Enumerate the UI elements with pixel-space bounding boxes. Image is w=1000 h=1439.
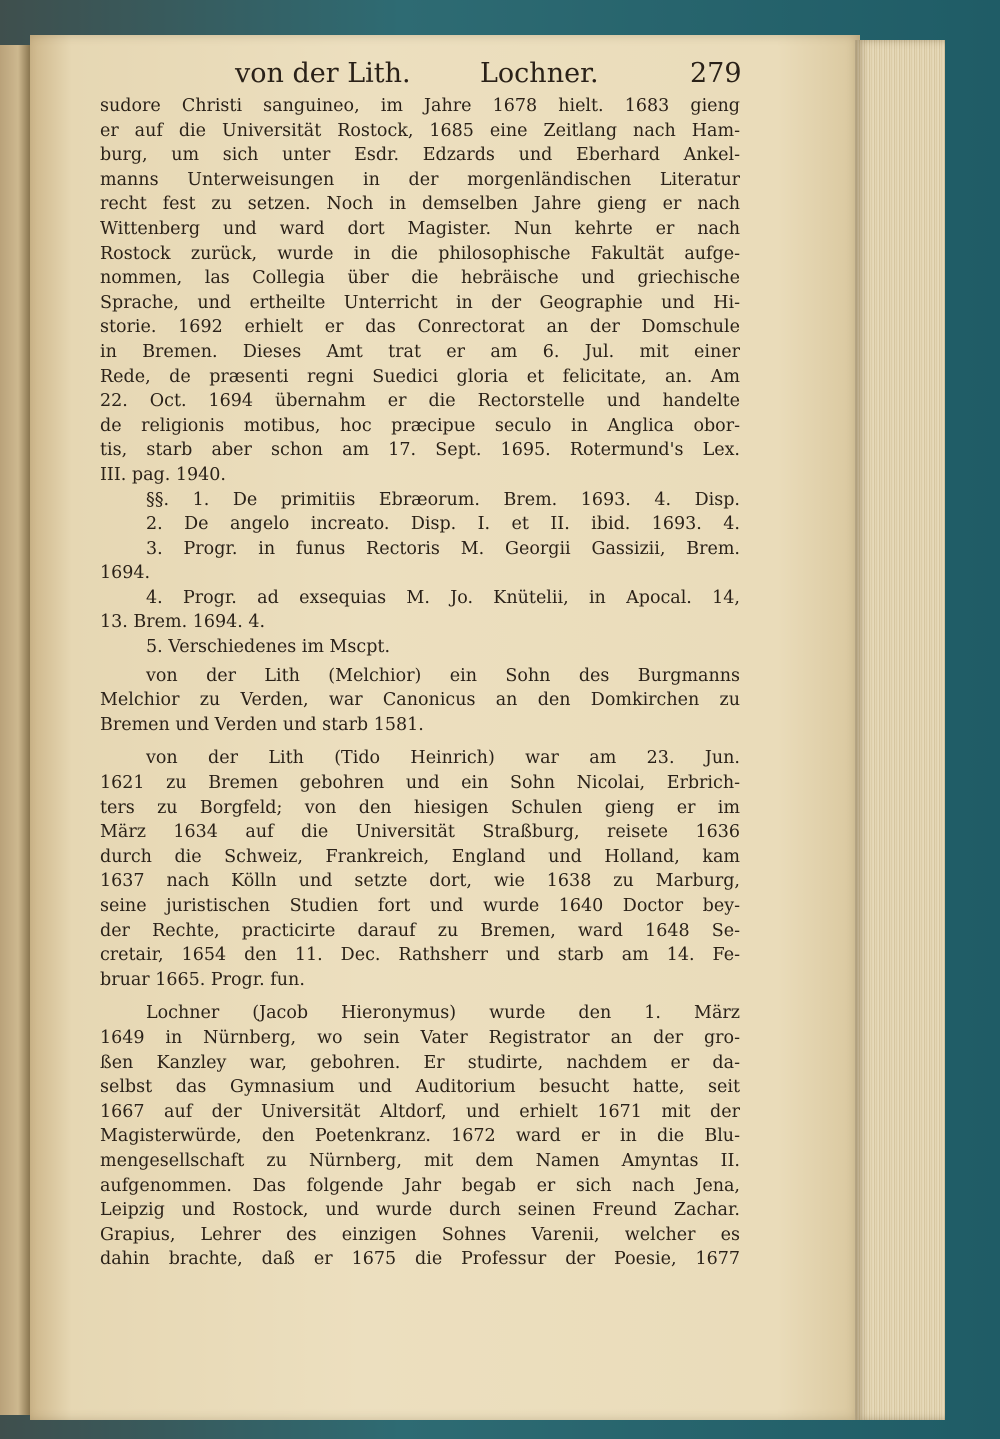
text-line: Wittenberg und ward dort Magister. Nun kehrte er nach — [100, 218, 740, 239]
text-line: ßen Kanzley war, gebohren. Er studirte, nachdem er da- — [100, 1052, 740, 1073]
text-line: tis, starb aber schon am 17. Sept. 1695. Rotermund's Lex. — [100, 440, 740, 461]
text-line: III. pag. 1940. — [100, 464, 226, 485]
text-line: 1667 auf der Universität Altdorf, und erhielt 1671 mit der — [100, 1101, 740, 1122]
text-line: in Bremen. Dieses Amt trat er am 6. Jul. mit einer — [100, 341, 740, 362]
entry-heading-line: von der Lith (Melchior) ein Sohn des Burgmanns — [146, 665, 740, 686]
text-line: Rostock zurück, wurde in die philosophische Fakultät aufge- — [100, 243, 740, 264]
text-line: Rede, de præsenti regni Suedici gloria et felicitate, an. Am — [100, 366, 740, 387]
text-line: manns Unterweisungen in der morgenländischen Literatur — [100, 169, 740, 190]
text-line: ters zu Borgfeld; von den hiesigen Schulen gieng er im — [100, 797, 740, 818]
text-line: er auf die Universität Rostock, 1685 eine Zeitlang nach Ham- — [100, 120, 740, 141]
text-line: nommen, las Collegia über die hebräische und griechische — [100, 268, 740, 289]
text-line: Bremen und Verden und starb 1581. — [100, 714, 424, 735]
facing-page-edge — [0, 45, 30, 1415]
text-line: der Rechte, practicirte darauf zu Bremen, ward 1648 Se- — [100, 920, 740, 941]
running-header — [100, 50, 740, 94]
header-right-title: Lochner. — [480, 58, 599, 89]
text-line: selbst das Gymnasium und Auditorium besucht hatte, seit — [100, 1077, 740, 1098]
text-line: Melchior zu Verden, war Canonicus an den Domkirchen zu — [100, 690, 740, 711]
text-line: dahin brachte, daß er 1675 die Professur der Poesie, 1677 — [100, 1249, 740, 1270]
text-line: bruar 1665. Progr. fun. — [100, 969, 305, 990]
text-line: 1649 in Nürnberg, wo sein Vater Registrator an der gro- — [100, 1027, 740, 1048]
entry-heading-line: Lochner (Jacob Hieronymus) wurde den 1. März — [146, 1003, 740, 1024]
work-item: 4. Progr. ad exsequias M. Jo. Knütelii, in Apocal. 14, — [146, 587, 740, 608]
text-line: de religionis motibus, hoc præcipue seculo in Anglica obor- — [100, 415, 740, 436]
text-line: 22. Oct. 1694 übernahm er die Rectorstelle und handelte — [100, 391, 740, 412]
work-item: 5. Verschiedenes im Mscpt. — [146, 637, 391, 658]
work-item-continuation: 1694. — [100, 563, 151, 584]
page-edges — [855, 40, 945, 1420]
work-item: 3. Progr. in funus Rectoris M. Georgii Gassizii, Brem. — [146, 538, 740, 559]
text-line: März 1634 auf die Universität Straßburg, reisete 1636 — [100, 822, 740, 843]
works-list — [100, 488, 740, 660]
entry-lochner — [100, 1001, 740, 1272]
text-line: Grapius, Lehrer des einzigen Sohnes Varenii, welcher es — [100, 1224, 740, 1245]
text-line: storie. 1692 erhielt er das Conrectorat an der Domschule — [100, 317, 740, 338]
text-line: sudore Christi sanguineo, im Jahre 1678 hielt. 1683 gieng — [100, 96, 740, 116]
text-line: mengesellschaft zu Nürnberg, mit dem Namen Amyntas II. — [100, 1150, 740, 1171]
text-line: Sprache, und ertheilte Unterricht in der Geographie und Hi- — [100, 292, 740, 313]
entry-continuation — [100, 94, 740, 488]
text-line: seine juristischen Studien fort und wurde 1640 Doctor bey- — [100, 896, 740, 916]
page-content — [100, 50, 740, 1272]
text-line: Leipzig und Rostock, und wurde durch seinen Freund Zachar. — [100, 1200, 740, 1221]
text-line: burg, um sich unter Esdr. Edzards und Eberhard Ankel- — [100, 145, 740, 166]
text-line: Magisterwürde, den Poetenkranz. 1672 ward er in die Blu- — [100, 1126, 740, 1147]
text-line: cretair, 1654 den 11. Dec. Rathsherr und starb am 14. Fe- — [100, 945, 740, 966]
text-line: 1621 zu Bremen gebohren und ein Sohn Nicolai, Erbrich- — [100, 773, 740, 794]
text-line: aufgenommen. Das folgende Jahr begab er sich nach Jena, — [100, 1175, 740, 1196]
entry-melchior — [100, 664, 740, 738]
header-left-title: von der Lith. — [235, 58, 411, 89]
text-line: recht fest zu setzen. Noch in demselben Jahre gieng er nach — [100, 194, 740, 215]
work-item: 2. De angelo increato. Disp. I. et II. ibid. 1693. 4. — [146, 514, 740, 535]
entry-heading-line: von der Lith (Tido Heinrich) war am 23. Jun. — [146, 748, 740, 769]
entry-tido — [100, 746, 740, 992]
work-item: §§. 1. De primitiis Ebræorum. Brem. 1693. 4. Disp. — [146, 489, 740, 510]
text-line: 1637 nach Kölln und setzte dort, wie 1638 zu Marburg, — [100, 871, 740, 892]
text-line: durch die Schweiz, Frankreich, England und Holland, kam — [100, 846, 740, 867]
work-item-continuation: 13. Brem. 1694. 4. — [100, 612, 266, 633]
page-number: 279 — [690, 58, 742, 89]
